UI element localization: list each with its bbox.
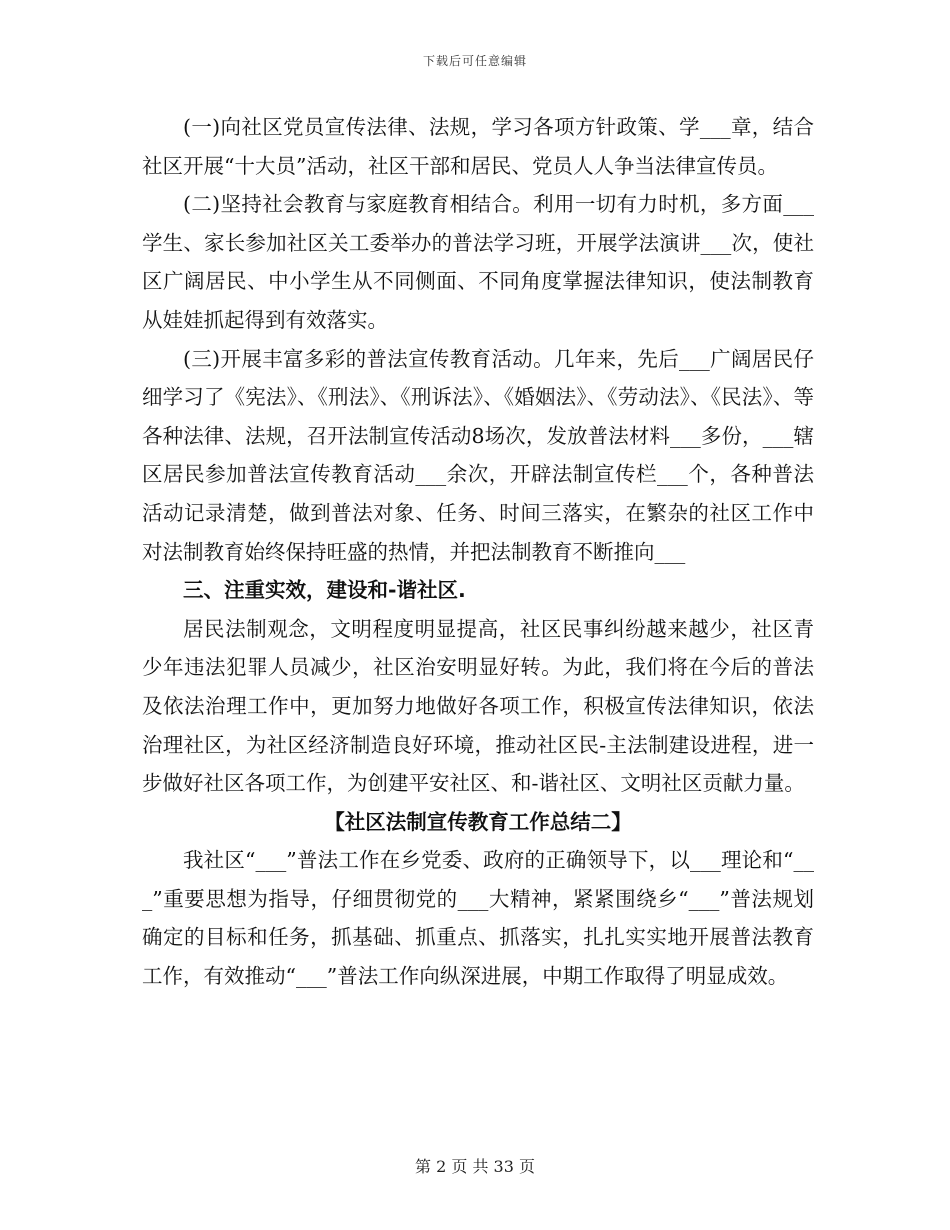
paragraph-2: (二)坚持社会教育与家庭教育相结合。利用一切有力时机，多方面___学生、家长参加社区关工委举办的普法学习班，开展学法演讲___次，使社区广阔居民、中小学生从不同侧面、不同角度掌握法律知识，使法制教育从娃娃抓起得到有效落实。 xyxy=(142,192,814,332)
document-body xyxy=(142,108,814,996)
section-heading-3: 三、注重实效，建设和-谐社区. xyxy=(183,578,466,603)
paragraph-1: (一)向社区党员宣传法律、法规，学习各项方针政策、学___章，结合社区开展“十大员”活动，社区干部和居民、党员人人争当法律宣传员。 xyxy=(142,115,814,178)
paragraph-4: 居民法制观念，文明程度明显提高，社区民事纠纷越来越少，社区青少年违法犯罪人员减少，社区治安明显好转。为此，我们将在今后的普法及依法治理工作中，更加努力地做好各项工作，积极宣传法律知识，依法治理社区，为社区经济制造良好环境，推动社区民-主法制建设进程，进一步做好社区各项工作，为创建平安社区、和-谐社区、文明社区贡献力量。 xyxy=(142,616,814,796)
paragraph-3: (三)开展丰富多彩的普法宣传教育活动。几年来，先后___广阔居民仔细学习了《宪法》、《刑法》、《刑诉法》、《婚姻法》、《劳动法》、《民法》、等各种法律、法规，召开法制宣传活动8场次，发放普法材料___多份，___辖区居民参加普法宣传教育活动___余次，开辟法制宣传栏___个，各种普法活动记录清楚，做到普法对象、任务、时间三落实，在繁杂的社区工作中对法制教育始终保持旺盛的热情，并把法制教育不断推向___ xyxy=(142,346,814,564)
page-header: 下载后可任意编辑 xyxy=(422,54,527,68)
page-number: 第 2 页 共 33 页 xyxy=(415,1157,535,1176)
section-title: 【社区法制宣传教育工作总结二】 xyxy=(324,809,632,834)
paragraph-5: 我社区“___”普法工作在乡党委、政府的正确领导下，以___理论和“___”重要思想为指导，仔细贯彻党的___大精神，紧紧围绕乡“___”普法规划确定的目标和任务，抓基础、抓重点、抓落实，扎扎实实地开展普法教育工作，有效推动“___”普法工作向纵深进展，中期工作取得了明显成效。 xyxy=(142,848,814,989)
